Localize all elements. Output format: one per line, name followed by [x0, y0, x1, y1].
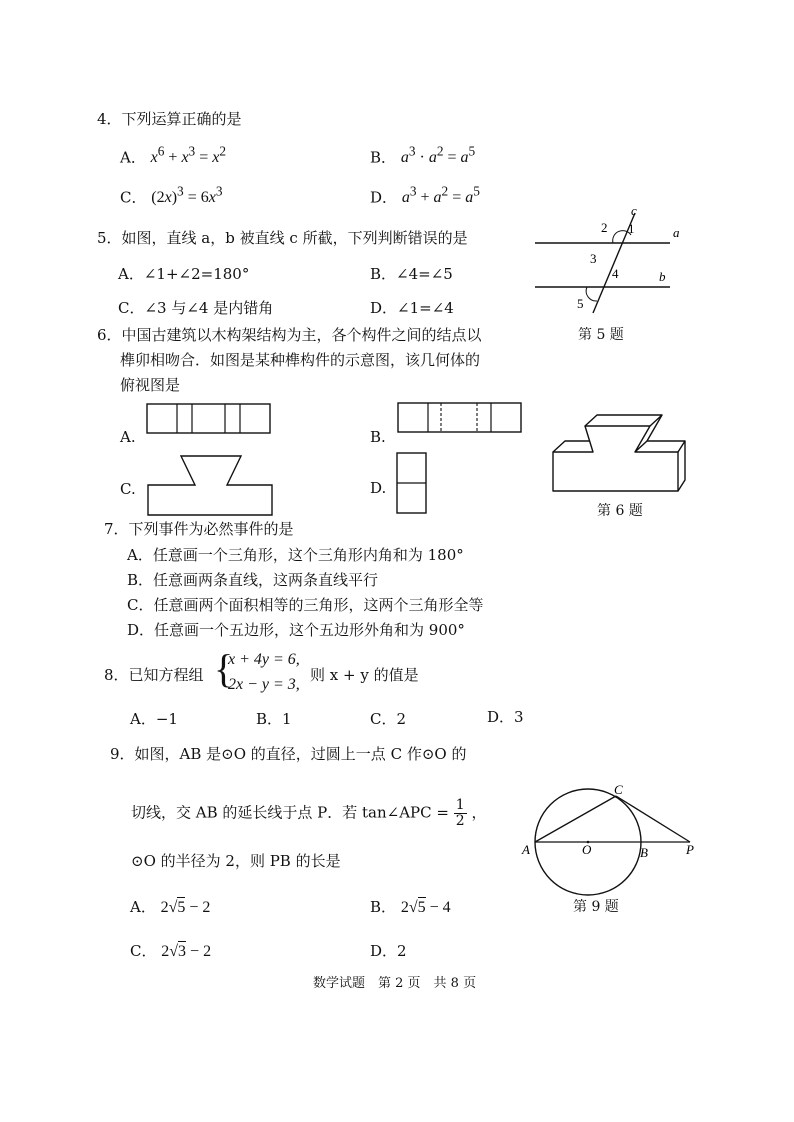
q8-option-d: D．3	[487, 708, 524, 726]
label-o: O	[582, 842, 592, 857]
q6-stem-line1: 6．中国古建筑以木构架结构为主，各个构件之间的结点以	[97, 326, 482, 344]
q7-option-b: B．任意画两条直线，这两条直线平行	[127, 571, 379, 589]
q6-option-a-figure	[146, 403, 272, 435]
label-angle-3: 3	[590, 251, 597, 266]
q6-stem-line2: 榫卯相吻合．如图是某种榫构件的示意图，该几何体的	[120, 351, 481, 369]
q6-option-d-figure	[396, 452, 428, 516]
q8-option-b: B．1	[256, 710, 292, 728]
q9-fig-caption: 第 9 题	[573, 899, 619, 915]
q7-stem: 7．下列事件为必然事件的是	[104, 520, 294, 538]
q9-stem-line3: ⊙O 的半径为 2，则 PB 的长是	[131, 852, 341, 870]
q9-stem-line1: 9．如图，AB 是⊙O 的直径，过圆上一点 C 作⊙O 的	[110, 745, 467, 763]
q6-option-c-figure	[147, 455, 275, 517]
label-p: P	[686, 842, 694, 857]
q4-option-d: D． $a^3 + a^2 = a^5$	[370, 184, 480, 207]
label-angle-4: 4	[612, 266, 619, 281]
q5-option-b: B．∠4=∠5	[370, 265, 453, 283]
q5-figure	[535, 205, 685, 320]
q8-stem-suffix: 则 x + y 的值是	[310, 666, 419, 684]
q8-brace: {	[214, 646, 234, 691]
q9-option-c: C． 2√3 − 2	[130, 942, 212, 960]
q5-option-c: C．∠3 与∠4 是内错角	[118, 299, 274, 317]
q7-option-d: D．任意画一个五边形，这个五边形外角和为 900°	[127, 621, 465, 639]
label-line-b: b	[659, 269, 666, 284]
label-angle-5: 5	[577, 296, 584, 311]
q9-option-a: A． 2√5 − 2	[130, 898, 211, 916]
q5-option-a: A．∠1+∠2=180°	[118, 265, 250, 283]
q4-option-c: C． $(2x)^3 = 6x^3$	[120, 184, 223, 207]
label-a: A	[522, 842, 530, 857]
label-angle-2: 2	[601, 220, 608, 235]
page-footer: 数学试题 第 2 页 共 8 页	[313, 976, 477, 991]
label-line-a: a	[673, 225, 680, 240]
q8-stem-prefix: 8．已知方程组	[104, 666, 204, 684]
label-b: B	[640, 845, 648, 860]
q9-figure	[520, 782, 700, 897]
q4-option-b: B． $a^3 \cdot a^2 = a^5$	[370, 144, 476, 167]
q6-option-b-label: B.	[370, 428, 386, 446]
q6-option-b-figure	[397, 402, 523, 434]
q8-equation-2: 2x − y = 3,	[228, 676, 300, 693]
q6-option-a-label: A.	[120, 428, 136, 446]
q9-stem-line2: 切线，交 AB 的延长线于点 P．若 tan∠APC = $\frac{1}{2}$ ，	[131, 797, 487, 829]
q8-option-c: C．2	[370, 710, 407, 728]
q6-figure	[550, 408, 695, 498]
q9-fraction: $\frac{1}{2}$	[455, 797, 465, 829]
q6-stem-line3: 俯视图是	[120, 376, 181, 394]
q9-option-b: B． 2√5 − 4	[370, 898, 451, 916]
label-c: C	[614, 782, 623, 797]
q6-option-d-label: D.	[370, 479, 387, 497]
q6-fig-caption: 第 6 题	[597, 503, 643, 519]
q5-fig-caption: 第 5 题	[578, 327, 624, 343]
q8-equation-1: x + 4y = 6,	[228, 651, 300, 668]
q5-option-d: D．∠1=∠4	[370, 299, 454, 317]
label-line-c: c	[631, 203, 637, 218]
segment-ac	[535, 796, 616, 842]
angle-arc-5	[586, 287, 597, 301]
q7-option-a: A．任意画一个三角形，这个三角形内角和为 180°	[127, 546, 464, 564]
q9-option-d: D．2	[370, 942, 407, 960]
label-angle-1: 1	[628, 221, 635, 236]
tangent-cp	[616, 796, 690, 842]
q6-option-c-label: C.	[120, 480, 136, 498]
q7-option-c: C．任意画两个面积相等的三角形，这两个三角形全等	[127, 596, 484, 614]
q4-option-a: A． $x^6 + x^3 = x^2$	[120, 144, 227, 167]
q4-stem: 4．下列运算正确的是	[97, 110, 242, 128]
q5-stem: 5．如图，直线 a，b 被直线 c 所截，下列判断错误的是	[97, 229, 468, 247]
q8-option-a: A．−1	[130, 710, 178, 728]
